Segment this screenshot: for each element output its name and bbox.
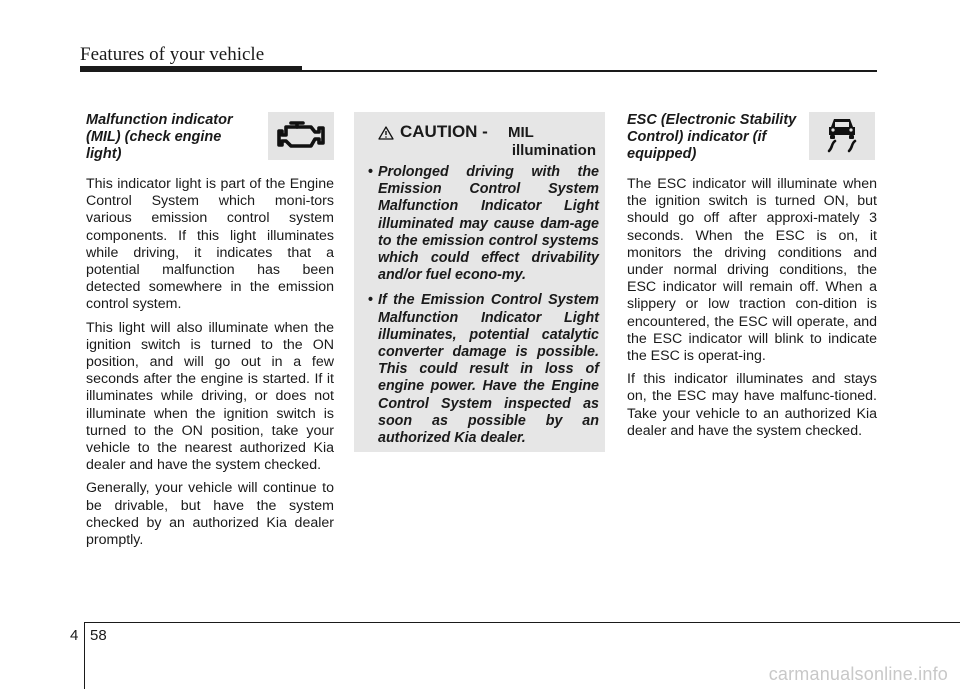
check-engine-icon (275, 117, 327, 156)
chapter-number: 4 (70, 627, 79, 644)
mil-paragraph-2: This light will also illuminate when the ignition switch is turned to the ON position, and will go out in a few seconds after the engine is started. If it illuminates while driving, or does not illuminate when the ignition switch is turned to the ON position, take your vehicle to the nearest authorized Kia dealer and have the system checked. (86, 319, 334, 474)
warning-triangle-icon (378, 126, 394, 145)
caution-topic-line2: illumination (511, 142, 596, 159)
page-number: 58 (90, 627, 107, 644)
esc-paragraph-1: The ESC indicator will illuminate when the ignition switch is turned ON, but should go off after approxi-mately 3 seconds. When the ESC is on, it monitors the driving conditions and under normal driving conditions, the ESC indicator will remain off. When a slippery or low traction con-dition is encountered, the ESC will operate, and the ESC indicator will blink to indicate the ESC is operat-ing. (627, 176, 877, 365)
page-header-title: Features of your vehicle (80, 44, 265, 65)
watermark: carmanualsonline.info (768, 664, 948, 684)
footer-rule (84, 622, 960, 623)
caution-box (354, 112, 605, 452)
esc-icon-box (809, 112, 875, 160)
caution-topic-line1: MIL (508, 124, 534, 141)
esc-skid-car-icon (822, 114, 862, 159)
mil-title: Malfunction indicator (MIL) (check engine light) (86, 112, 233, 162)
mil-paragraph-3: Generally, your vehicle will continue to be drivable, but have the system checked by an authorized Kia dealer promptly. (86, 480, 334, 549)
caution-item-1: • Prolonged driving with the Emission Control System Malfunction Indicator Light illuminated may cause dam-age to the emission control systems which could effect drivability and/or fuel econo-my. (366, 164, 599, 284)
footer-divider (84, 622, 85, 689)
header-bar (80, 66, 302, 72)
caution-label: CAUTION - (400, 122, 488, 141)
mil-section (86, 112, 334, 555)
header-rule (302, 70, 877, 72)
esc-title: ESC (Electronic Stability Control) indicator (if equipped) (627, 112, 797, 162)
esc-paragraph-2: If this indicator illuminates and stays on, the ESC may have malfunc-tioned. Take your vehicle to an authorized Kia dealer and have the system checked. (627, 371, 877, 439)
esc-section (627, 112, 877, 446)
caution-list (366, 164, 599, 447)
mil-paragraph-1: This indicator light is part of the Engine Control System which moni-tors various emission control system components. If this light illuminates while driving, it indicates that a potential malfunction has been detected somewhere in the emission control system. (86, 176, 334, 313)
mil-icon-box (268, 112, 334, 160)
caution-item-2: • If the Emission Control System Malfunction Indicator Light illuminates, potential catalytic converter damage is possible. This could result in loss of engine power. Have the Engine Control System inspected as soon as possible by an authorized Kia dealer. (366, 292, 599, 447)
caution-header (366, 120, 599, 164)
